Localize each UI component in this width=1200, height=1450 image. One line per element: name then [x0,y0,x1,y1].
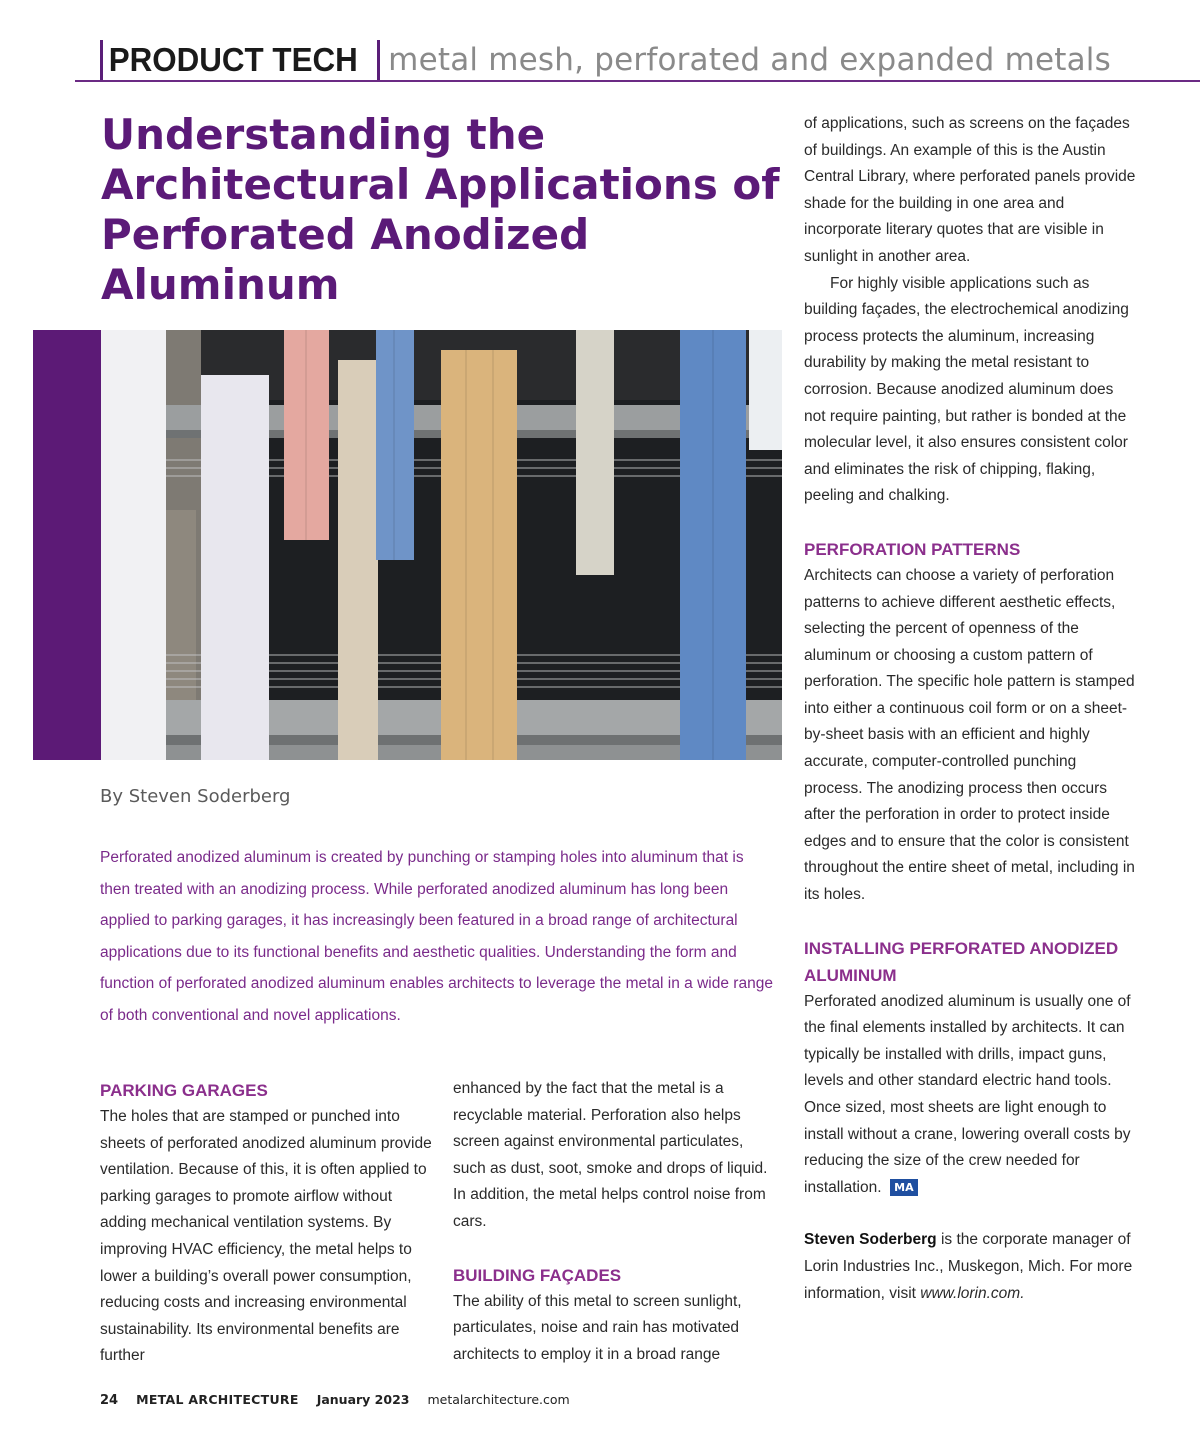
paragraph-installing [804,989,1139,1202]
article-title: Understanding the Architectural Applications of Perforated Anodized Aluminum [101,110,780,309]
facade-photo [101,330,782,760]
paragraph-facades: The ability of this metal to screen sunlight, particulates, noise and rain has motivated architects to employ it in a broad range [453,1292,742,1363]
installing-text: Perforated anodized aluminum is usually one of the final elements installed by architects. It can typically be installed with drills, impact guns, levels and other standard electric hand tools. Once sized, most sheets are light enough to install without a crane, lowering overall costs by reducing the size of the crew needed for installation. [804,992,1131,1196]
photo-accent-bar [33,330,101,760]
section-subtitle: metal mesh, perforated and expanded metals [388,42,1111,78]
column-3 [804,111,1139,1307]
page-number: 24 [100,1393,119,1408]
column-1 [100,1077,435,1370]
issue-date: January 2023 [316,1392,410,1407]
page-footer [100,1392,570,1408]
section-label: PRODUCT TECH [108,41,358,78]
heading-building-facades: BUILDING FAÇADES [453,1265,622,1285]
website: metalarchitecture.com [427,1392,570,1407]
bio-name: Steven Soderberg [804,1231,937,1249]
publication-name: METAL ARCHITECTURE [136,1392,299,1407]
section-header [100,40,1111,80]
heading-parking-garages: PARKING GARAGES [100,1081,268,1100]
article-deck: Perforated anodized aluminum is created by punching or stamping holes into aluminum that is then treated with an anodizing process. While perforated anodized aluminum has long been applied to parking garages, it has increasingly been featured in a broad range of architectural applications due to its functional benefits and aesthetic qualities. Understanding the form and function of perforated anodized aluminum enables architects to leverage the metal in a wide range of both conventional and novel applications. [100,849,773,1024]
heading-perforation-patterns: PERFORATION PATTERNS [804,539,1021,559]
paragraph-facades-2: For highly visible applications such as building façades, the electrochemical anodizing process protects the aluminum, increasing durability by making the metal resistant to corrosion. Because anodized aluminum does not require painting, but rather is bonded at the molecular level, it also ensures consistent color and eliminates the risk of chipping, flaking, peeling and chalking. [804,274,1129,505]
byline: By Steven Soderberg [100,786,291,807]
bio-url-link[interactable]: www.lorin.com. [920,1284,1025,1302]
paragraph-patterns: Architects can choose a variety of perforation patterns to achieve different aesthetic effects, selecting the percent of openness of the aluminum or choosing a custom pattern of perforation. The specific hole pattern is stamped into either a continuous coil form or on a sheet-by-sheet basis with an efficient and highly accurate, computer-controlled punching process. The anodizing process then occurs after the perforation in order to protect inside edges and to ensure that the color is consistent throughout the entire sheet of metal, including in its holes. [804,566,1135,904]
paragraph-facades-continued: of applications, such as screens on the façades of buildings. An example of this is the Austin Central Library, where perforated panels provide shade for the building in one area and incorporate literary quotes that are visible in sunlight in another area. [804,115,1136,265]
bio-text: is the corporate manager of Lorin Industries Inc., Muskegon, Mich. For more information, visit [804,1231,1133,1302]
paragraph-parking: The holes that are stamped or punched into sheets of perforated anodized aluminum provide ventilation. Because of this, it is often applied to parking garages to promote airflow without adding mechanical ventilation systems. By improving HVAC efficiency, the metal helps to lower a building’s overall power consumption, reducing costs and increasing environmental sustainability. Its environmental benefits are further [100,1108,432,1365]
paragraph-parking-continued: enhanced by the fact that the metal is a recyclable material. Perforation also helps screen against environmental particulates, such as dust, soot, smoke and drops of liquid. In addition, the metal helps control noise from cars. [453,1080,768,1230]
end-mark-logo: MA [890,1179,918,1196]
column-2 [453,1076,773,1368]
author-bio [804,1227,1139,1307]
heading-installing: INSTALLING PERFORATED ANODIZED ALUMINUM [804,938,1119,985]
header-rule [75,80,1200,82]
